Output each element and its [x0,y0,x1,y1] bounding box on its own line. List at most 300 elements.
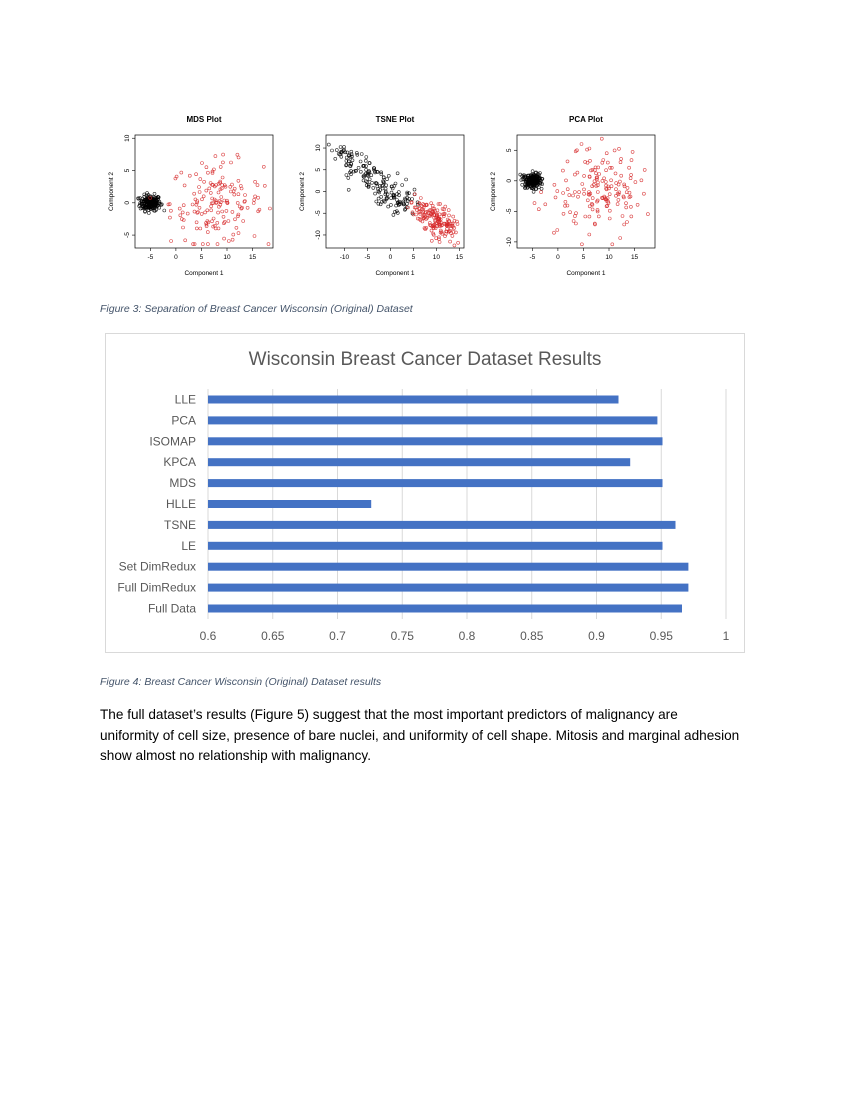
bar-pca [208,416,657,424]
y-tick-label: -10 [506,237,513,247]
scatter-point-malignant [611,243,614,246]
scatter-point-malignant [253,198,256,201]
bar-mds [208,479,663,487]
scatter-point-malignant [246,206,249,209]
scatter-plots-figure [100,108,680,288]
scatter-point-malignant [227,220,230,223]
scatter-point-malignant [237,232,240,235]
scatter-point-malignant [566,188,569,191]
scatter-point-malignant [188,174,191,177]
y-tick-label: 10 [315,144,322,152]
scatter-point-malignant [628,191,631,194]
scatter-point-malignant [573,173,576,176]
scatter-point-malignant [170,240,173,243]
scatter-point-malignant [566,160,569,163]
category-label: LLE [174,392,196,407]
scatter-point-malignant [575,212,578,215]
scatter-point-malignant [583,174,586,177]
scatter-point-benign [370,174,373,177]
scatter-point-malignant [589,159,592,162]
scatter-point-benign [397,191,400,194]
scatter-point-malignant [620,174,623,177]
scatter-point-benign [163,209,166,212]
scatter-point-malignant [198,206,201,209]
category-label: Set DimRedux [118,559,196,574]
x-tick-label: 0 [174,254,178,261]
scatter-point-malignant [553,231,556,234]
scatter-point-malignant [452,215,455,218]
figure-4-caption: Figure 4: Breast Cancer Wisconsin (Original) Dataset results [100,676,382,688]
x-tick-label: 0.95 [649,629,673,643]
scatter-point-malignant [556,190,559,193]
scatter-point-malignant [631,150,634,153]
scatter-point-malignant [231,183,234,186]
scatter-point-benign [386,178,389,181]
scatter-point-malignant [448,214,451,217]
scatter-point-malignant [198,186,201,189]
scatter-point-malignant [430,239,433,242]
bar-chart [106,334,744,652]
scatter-point-malignant [586,199,589,202]
scatter-point-malignant [206,231,209,234]
scatter-point-malignant [629,177,632,180]
scatter-point-malignant [608,193,611,196]
scatter-point-malignant [618,147,621,150]
scatter-point-malignant [203,180,206,183]
y-axis-label: Component 2 [108,171,115,212]
scatter-point-malignant [615,194,618,197]
scatter-point-malignant [206,243,209,246]
scatter-point-malignant [267,243,270,246]
scatter-point-benign [537,186,540,189]
scatter-point-benign [339,146,342,149]
scatter-point-malignant [225,209,228,212]
scatter-point-malignant [583,192,586,195]
scatter-point-malignant [194,198,197,201]
scatter-point-malignant [430,202,433,205]
scatter-point-benign [364,159,367,162]
scatter-point-malignant [615,182,618,185]
bar-hlle [208,500,371,508]
scatter-point-malignant [257,196,260,199]
scatter-point-malignant [193,192,196,195]
scatter-point-benign [347,188,350,191]
scatter-point-benign [365,156,368,159]
scatter-point-malignant [447,209,450,212]
scatter-point-malignant [179,214,182,217]
x-tick-label: 10 [223,254,231,261]
figure-3-caption: Figure 3: Separation of Breast Cancer Wisconsin (Original) Dataset [100,303,413,315]
category-label: KPCA [163,455,196,470]
scatter-point-benign [359,160,362,163]
scatter-point-malignant [533,202,536,205]
scatter-point-malignant [580,143,583,146]
scatter-point-malignant [554,196,557,199]
scatter-point-malignant [205,166,208,169]
scatter-point-malignant [597,215,600,218]
scatter-point-malignant [568,194,571,197]
category-label: Full Data [147,601,196,616]
scatter-point-malignant [210,209,213,212]
scatter-point-malignant [572,194,575,197]
scatter-point-malignant [595,172,598,175]
x-tick-label: 0.6 [199,629,217,643]
scatter-point-malignant [186,212,189,215]
scatter-point-malignant [222,153,225,156]
scatter-point-malignant [231,238,234,241]
x-axis-label: Component 1 [184,270,224,277]
scatter-point-malignant [636,203,639,206]
scatter-point-malignant [449,240,452,243]
scatter-point-malignant [195,227,198,230]
bar-full-data [208,605,682,613]
scatter-point-malignant [584,215,587,218]
scatter-point-benign [371,181,374,184]
x-tick-label: 5 [581,254,586,261]
scatter-point-malignant [197,211,200,214]
scatter-point-malignant [222,215,225,218]
scatter-point-malignant [564,200,567,203]
scatter-point-benign [331,149,334,152]
scatter-point-malignant [457,241,460,244]
bar-set-dimredux [208,563,688,571]
scatter-point-malignant [211,220,214,223]
scatter-point-malignant [240,207,243,210]
scatter-point-benign [357,166,360,169]
scatter-point-benign [345,174,348,177]
scatter-point-malignant [617,198,620,201]
scatter-point-malignant [605,152,608,155]
scatter-point-malignant [221,210,224,213]
scatter-point-malignant [578,191,581,194]
scatter-point-malignant [184,239,187,242]
scatter-point-malignant [219,165,222,168]
scatter-point-malignant [451,234,454,237]
x-tick-label: 0.7 [329,629,346,643]
y-tick-label: 10 [124,134,131,142]
scatter-point-malignant [252,202,255,205]
scatter-point-benign [392,213,395,216]
scatter-point-malignant [201,162,204,165]
x-tick-label: 0.75 [390,629,414,643]
scatter-point-benign [540,187,543,190]
scatter-point-malignant [235,226,238,229]
scatter-point-malignant [236,215,239,218]
scatter-title: PCA Plot [569,115,603,124]
scatter-point-malignant [209,191,212,194]
x-tick-label: -10 [339,254,350,261]
scatter-point-malignant [577,195,580,198]
y-tick-label: 5 [315,167,322,172]
scatter-point-benign [396,172,399,175]
y-tick-label: -5 [315,210,322,217]
scatter-point-malignant [591,197,594,200]
bar-lle [208,396,619,404]
scatter-point-malignant [540,191,543,194]
scatter-point-malignant [562,212,565,215]
scatter-point-malignant [419,197,422,200]
category-label: HLLE [165,497,196,511]
bar-isomap [208,437,663,445]
category-label: TSNE [163,517,196,532]
scatter-point-benign [385,184,388,187]
scatter-point-malignant [168,216,171,219]
scatter-point-malignant [216,243,219,246]
scatter-point-malignant [201,198,204,201]
body-paragraph: The full dataset’s results (Figure 5) suggest that the most important predictors of malignancy are uniformity of cell size, presence of bare nuclei, and uniformity of cell shape. Mitosis and marginal adhesion show almost no relationship with malignancy. [100,707,740,763]
scatter-point-benign [377,197,380,200]
scatter-point-benign [413,188,416,191]
scatter-point-malignant [217,211,220,214]
scatter-point-benign [346,151,349,154]
scatter-point-malignant [237,193,240,196]
scatter-point-malignant [646,213,649,216]
y-tick-label: 0 [124,200,131,205]
scatter-point-benign [393,210,396,213]
scatter-point-malignant [615,188,618,191]
scatter-point-malignant [262,165,265,168]
x-tick-label: 0.65 [261,629,285,643]
scatter-point-malignant [233,193,236,196]
bar-chart-title: Wisconsin Breast Cancer Dataset Results [248,349,602,370]
x-tick-label: 0 [388,254,393,261]
scatter-point-malignant [601,179,604,182]
scatter-point-malignant [206,171,209,174]
scatter-point-malignant [630,215,633,218]
scatter-point-benign [401,184,404,187]
y-tick-label: -10 [315,230,322,240]
x-tick-label: 10 [432,254,441,261]
scatter-point-malignant [216,221,219,224]
scatter-point-malignant [565,179,568,182]
scatter-point-malignant [254,180,257,183]
x-tick-label: 0.9 [588,629,605,643]
scatter-point-benign [372,186,375,189]
scatter-point-malignant [537,208,540,211]
scatter-point-malignant [562,192,565,195]
x-tick-label: 0.85 [520,629,544,643]
scatter-point-malignant [583,188,586,191]
x-tick-label: 5 [411,254,416,261]
scatter-point-malignant [608,209,611,212]
x-tick-label: -5 [364,254,371,261]
scatter-point-malignant [588,215,591,218]
scatter-point-malignant [634,181,637,184]
scatter-point-malignant [221,161,224,164]
scatter-point-malignant [263,184,266,187]
scatter-point-malignant [183,184,186,187]
x-tick-label: -5 [529,254,536,261]
bar-chart-figure [105,333,745,653]
scatter-point-malignant [581,183,584,186]
x-tick-label: -5 [147,254,154,261]
scatter-point-malignant [217,191,220,194]
scatter-point-malignant [642,192,645,195]
scatter-point-malignant [237,156,240,159]
category-label: LE [181,538,196,553]
scatter-point-malignant [237,179,240,182]
scatter-point-malignant [206,209,209,212]
bar-kpca [208,458,630,466]
scatter-point-malignant [623,185,626,188]
scatter-point-malignant [580,243,583,246]
scatter-point-benign [334,157,337,160]
scatter-point-malignant [605,169,608,172]
scatter-point-malignant [181,211,184,214]
scatter-point-malignant [618,180,621,183]
x-tick-label: 15 [248,254,257,261]
scatter-point-benign [347,176,350,179]
scatter-point-malignant [198,191,201,194]
scatter-point-malignant [621,215,624,218]
scatter-point-malignant [544,203,547,206]
scatter-point-benign [359,170,362,173]
x-tick-label: 15 [630,254,639,261]
scatter-point-malignant [604,180,607,183]
scatter-point-malignant [242,220,245,223]
scatter-point-benign [532,190,535,193]
scatter-point-malignant [182,219,185,222]
scatter-point-malignant [253,235,256,238]
y-tick-label: 0 [315,189,322,194]
scatter-point-malignant [208,187,211,190]
scatter-point-malignant [221,176,224,179]
scatter-point-malignant [614,172,617,175]
scatter-point-malignant [214,155,217,158]
scatter-point-malignant [212,217,215,220]
y-tick-label: 0 [506,178,513,183]
scatter-point-benign [387,174,390,177]
scatter-point-malignant [268,207,271,210]
scatter-point-malignant [553,183,556,186]
scatter-title: TSNE Plot [375,115,415,124]
scatter-point-malignant [223,237,226,240]
scatter-point-malignant [623,223,626,226]
category-label: MDS [169,476,196,491]
scatter-point-malignant [629,205,632,208]
scatter-point-malignant [613,149,616,152]
scatter-point-malignant [195,173,198,176]
scatter-point-malignant [574,222,577,225]
scatter-point-malignant [200,212,203,215]
scatter-point-malignant [556,229,559,232]
scatter-point-benign [147,212,150,215]
category-label: ISOMAP [149,434,196,449]
scatter-point-benign [335,149,338,152]
scatter-point-malignant [610,179,613,182]
x-tick-label: 10 [605,254,613,261]
scatter-point-malignant [453,244,456,247]
scatter-point-malignant [236,201,239,204]
scatter-point-malignant [182,204,185,207]
category-label: Full DimRedux [117,580,196,595]
scatter-point-malignant [610,185,613,188]
x-tick-label: 1 [722,629,730,643]
scatter-point-malignant [202,195,205,198]
scatter-point-malignant [596,191,599,194]
scatter-point-malignant [430,229,433,232]
scatter-point-malignant [180,218,183,221]
scatter-point-malignant [593,180,596,183]
scatter-point-malignant [608,217,611,220]
scatter-point-malignant [438,241,441,244]
scatter-panel-mds [108,115,273,277]
scatter-point-malignant [182,226,185,229]
scatter-point-malignant [232,233,235,236]
x-axis-label: Component 1 [375,270,415,277]
scatter-point-malignant [180,171,183,174]
scatter-point-malignant [234,218,237,221]
scatter-point-benign [405,178,408,181]
scatter-point-malignant [195,221,198,224]
y-tick-label: -5 [124,232,131,238]
scatter-point-benign [327,143,330,146]
scatter-point-malignant [602,159,605,162]
scatter-point-malignant [620,157,623,160]
scatter-point-malignant [230,161,233,164]
scatter-point-malignant [588,233,591,236]
scatter-point-malignant [231,210,234,213]
scatter-point-benign [380,171,383,174]
scatter-panel-pca [490,115,655,277]
scatter-point-malignant [625,191,628,194]
y-axis-label: Component 2 [490,171,497,212]
y-axis-label: Component 2 [299,171,306,212]
scatter-point-malignant [619,161,622,164]
y-tick-label: 5 [124,168,131,173]
scatter-point-malignant [199,227,202,230]
scatter-point-malignant [625,202,628,205]
scatter-point-malignant [630,173,633,176]
scatter-point-malignant [244,194,247,197]
scatter-point-malignant [628,166,631,169]
y-tick-label: -5 [506,208,513,215]
scatter-panel-tsne [299,115,464,277]
scatter-point-malignant [191,203,194,206]
scatter-point-malignant [626,186,629,189]
scatter-point-malignant [619,237,622,240]
scatter-point-benign [405,202,408,205]
scatter-frame [135,135,273,248]
scatter-point-benign [368,178,371,181]
scatter-point-benign [363,176,366,179]
scatter-title: MDS Plot [186,115,222,124]
scatter-point-benign [382,184,385,187]
scatter-point-benign [531,170,534,173]
bar-le [208,542,663,550]
scatter-point-malignant [573,215,576,218]
scatter-point-benign [411,198,414,201]
x-tick-label: 15 [455,254,464,261]
x-tick-label: 0 [556,254,560,261]
scatter-point-malignant [254,195,257,198]
scatter-point-malignant [205,189,208,192]
scatter-point-benign [374,192,377,195]
scatter-point-malignant [227,240,230,243]
scatter-point-benign [521,183,524,186]
scatter-point-malignant [169,209,172,212]
scatter-point-malignant [199,178,202,181]
scatter-point-malignant [643,168,646,171]
category-label: PCA [171,413,196,428]
scatter-point-benign [351,159,354,162]
scatter-point-malignant [193,210,196,213]
scatter-point-malignant [591,208,594,211]
scatter-point-benign [355,151,358,154]
scatter-point-malignant [600,137,603,140]
scatter-point-benign [153,192,156,195]
scatter-point-malignant [561,169,564,172]
